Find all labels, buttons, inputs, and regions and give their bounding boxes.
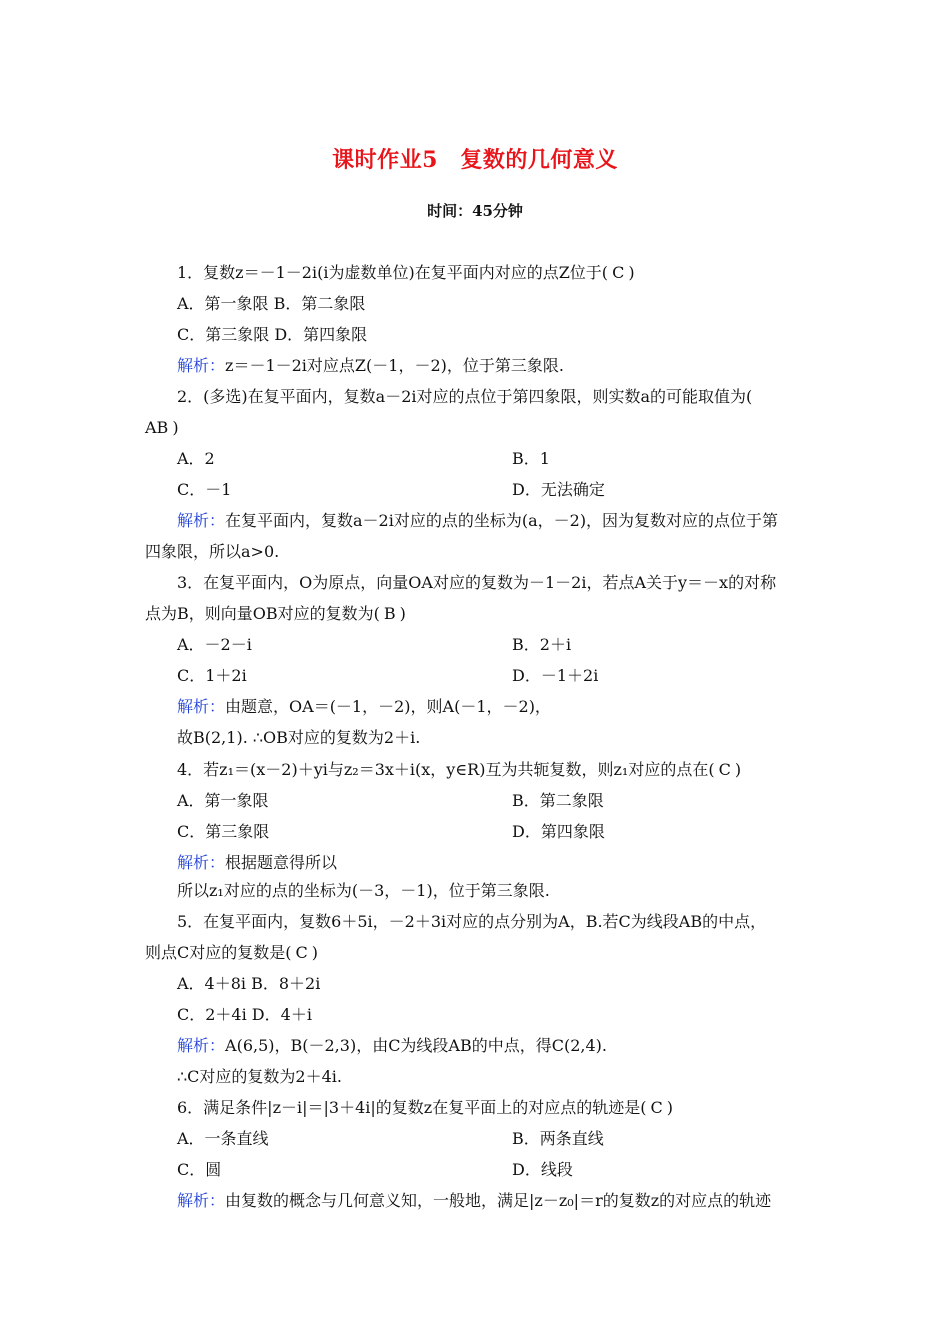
q4-analysis-cont: 所以z₁对应的点的坐标为(－3，－1)，位于第三象限. [177, 881, 550, 900]
analysis-label: 解析： [177, 1191, 226, 1210]
q3-option-b: B．2＋i [512, 635, 572, 654]
q2-analysis: 解析：在复平面内，复数a－2i对应的点的坐标为(a，－2)，因为复数对应的点位于第 [177, 511, 779, 530]
q5-options-ab: A．4＋8i B．8＋2i [177, 974, 321, 993]
q5-analysis-cont: ∴C对应的复数为2＋4i. [177, 1067, 342, 1086]
q6-option-c: C．圆 [177, 1160, 222, 1179]
q3-option-c: C．1＋2i [177, 666, 247, 685]
q3-analysis-cont: 故B(2,1). ∴OB对应的复数为2＋i. [177, 728, 421, 747]
analysis-label: 解析： [177, 511, 226, 530]
analysis-label: 解析： [177, 697, 226, 716]
q5-analysis: 解析：A(6,5)，B(－2,3)，由C为线段AB的中点，得C(2,4). [177, 1036, 608, 1055]
q4-stem: 4．若z₁＝(x－2)＋yi与z₂＝3x＋i(x，y∈R)互为共轭复数，则z₁对应的点在( C ) [177, 760, 742, 779]
q5-stem: 5．在复平面内，复数6＋5i，－2＋3i对应的点分别为A，B.若C为线段AB的中点， [177, 912, 767, 931]
q6-option-d: D．线段 [512, 1160, 573, 1179]
q1-options-ab: A．第一象限 B．第二象限 [177, 294, 366, 313]
q3-stem-cont: 点为B，则向量OB对应的复数为( B ) [145, 604, 406, 623]
q4-option-b: B．第二象限 [512, 791, 604, 810]
q1-answer: C [612, 263, 625, 282]
q3-option-d: D．－1＋2i [512, 666, 599, 685]
q4-answer: C [718, 760, 731, 779]
q4-option-d: D．第四象限 [512, 822, 605, 841]
q2-option-b: B．1 [512, 449, 550, 468]
q4-option-a: A．第一象限 [177, 791, 269, 810]
q1-options-cd: C．第三象限 D．第四象限 [177, 325, 368, 344]
q6-option-a: A．一条直线 [177, 1129, 269, 1148]
q6-analysis: 解析：由复数的概念与几何意义知，一般地，满足|z－z₀|＝r的复数z的对应点的轨迹 [177, 1191, 772, 1210]
q2-option-d: D．无法确定 [512, 480, 605, 499]
q6-option-b: B．两条直线 [512, 1129, 604, 1148]
q5-stem-cont: 则点C对应的复数是( C ) [145, 943, 318, 962]
q4-analysis: 解析：根据题意得所以 [177, 853, 338, 872]
q5-answer: C [295, 943, 308, 962]
q2-answer: AB [145, 418, 169, 437]
q1-stem: 1．复数z＝－1－2i(i为虚数单位)在复平面内对应的点Z位于( C ) [177, 263, 635, 282]
q5-options-cd: C．2＋4i D．4＋i [177, 1005, 312, 1024]
q3-stem: 3．在复平面内，O为原点，向量OA对应的复数为－1－2i，若点A关于y＝－x的对称 [177, 573, 777, 592]
q1-analysis: 解析：z＝－1－2i对应点Z(－1，－2)，位于第三象限. [177, 356, 564, 375]
analysis-label: 解析： [177, 853, 226, 872]
q2-option-a: A．2 [177, 449, 215, 468]
analysis-label: 解析： [177, 356, 226, 375]
q2-stem: 2．(多选)在复平面内，复数a－2i对应的点位于第四象限，则实数a的可能取值为( [177, 387, 753, 406]
q3-answer: B [383, 604, 396, 623]
analysis-label: 解析： [177, 1036, 226, 1055]
time-limit: 时间：45分钟 [427, 202, 523, 220]
q3-analysis: 解析：由题意，OA＝(－1，－2)，则A(－1，－2)， [177, 697, 551, 716]
page-title: 课时作业5 复数的几何意义 [332, 147, 618, 173]
q6-answer: C [650, 1098, 663, 1117]
q2-analysis-cont: 四象限，所以a>0. [145, 542, 280, 561]
q6-stem: 6．满足条件|z－i|＝|3＋4i|的复数z在复平面上的对应点的轨迹是( C ) [177, 1098, 673, 1117]
q2-stem-cont: AB ) [145, 418, 179, 437]
q3-option-a: A．－2－i [177, 635, 252, 654]
q4-option-c: C．第三象限 [177, 822, 270, 841]
q2-option-c: C．－1 [177, 480, 232, 499]
